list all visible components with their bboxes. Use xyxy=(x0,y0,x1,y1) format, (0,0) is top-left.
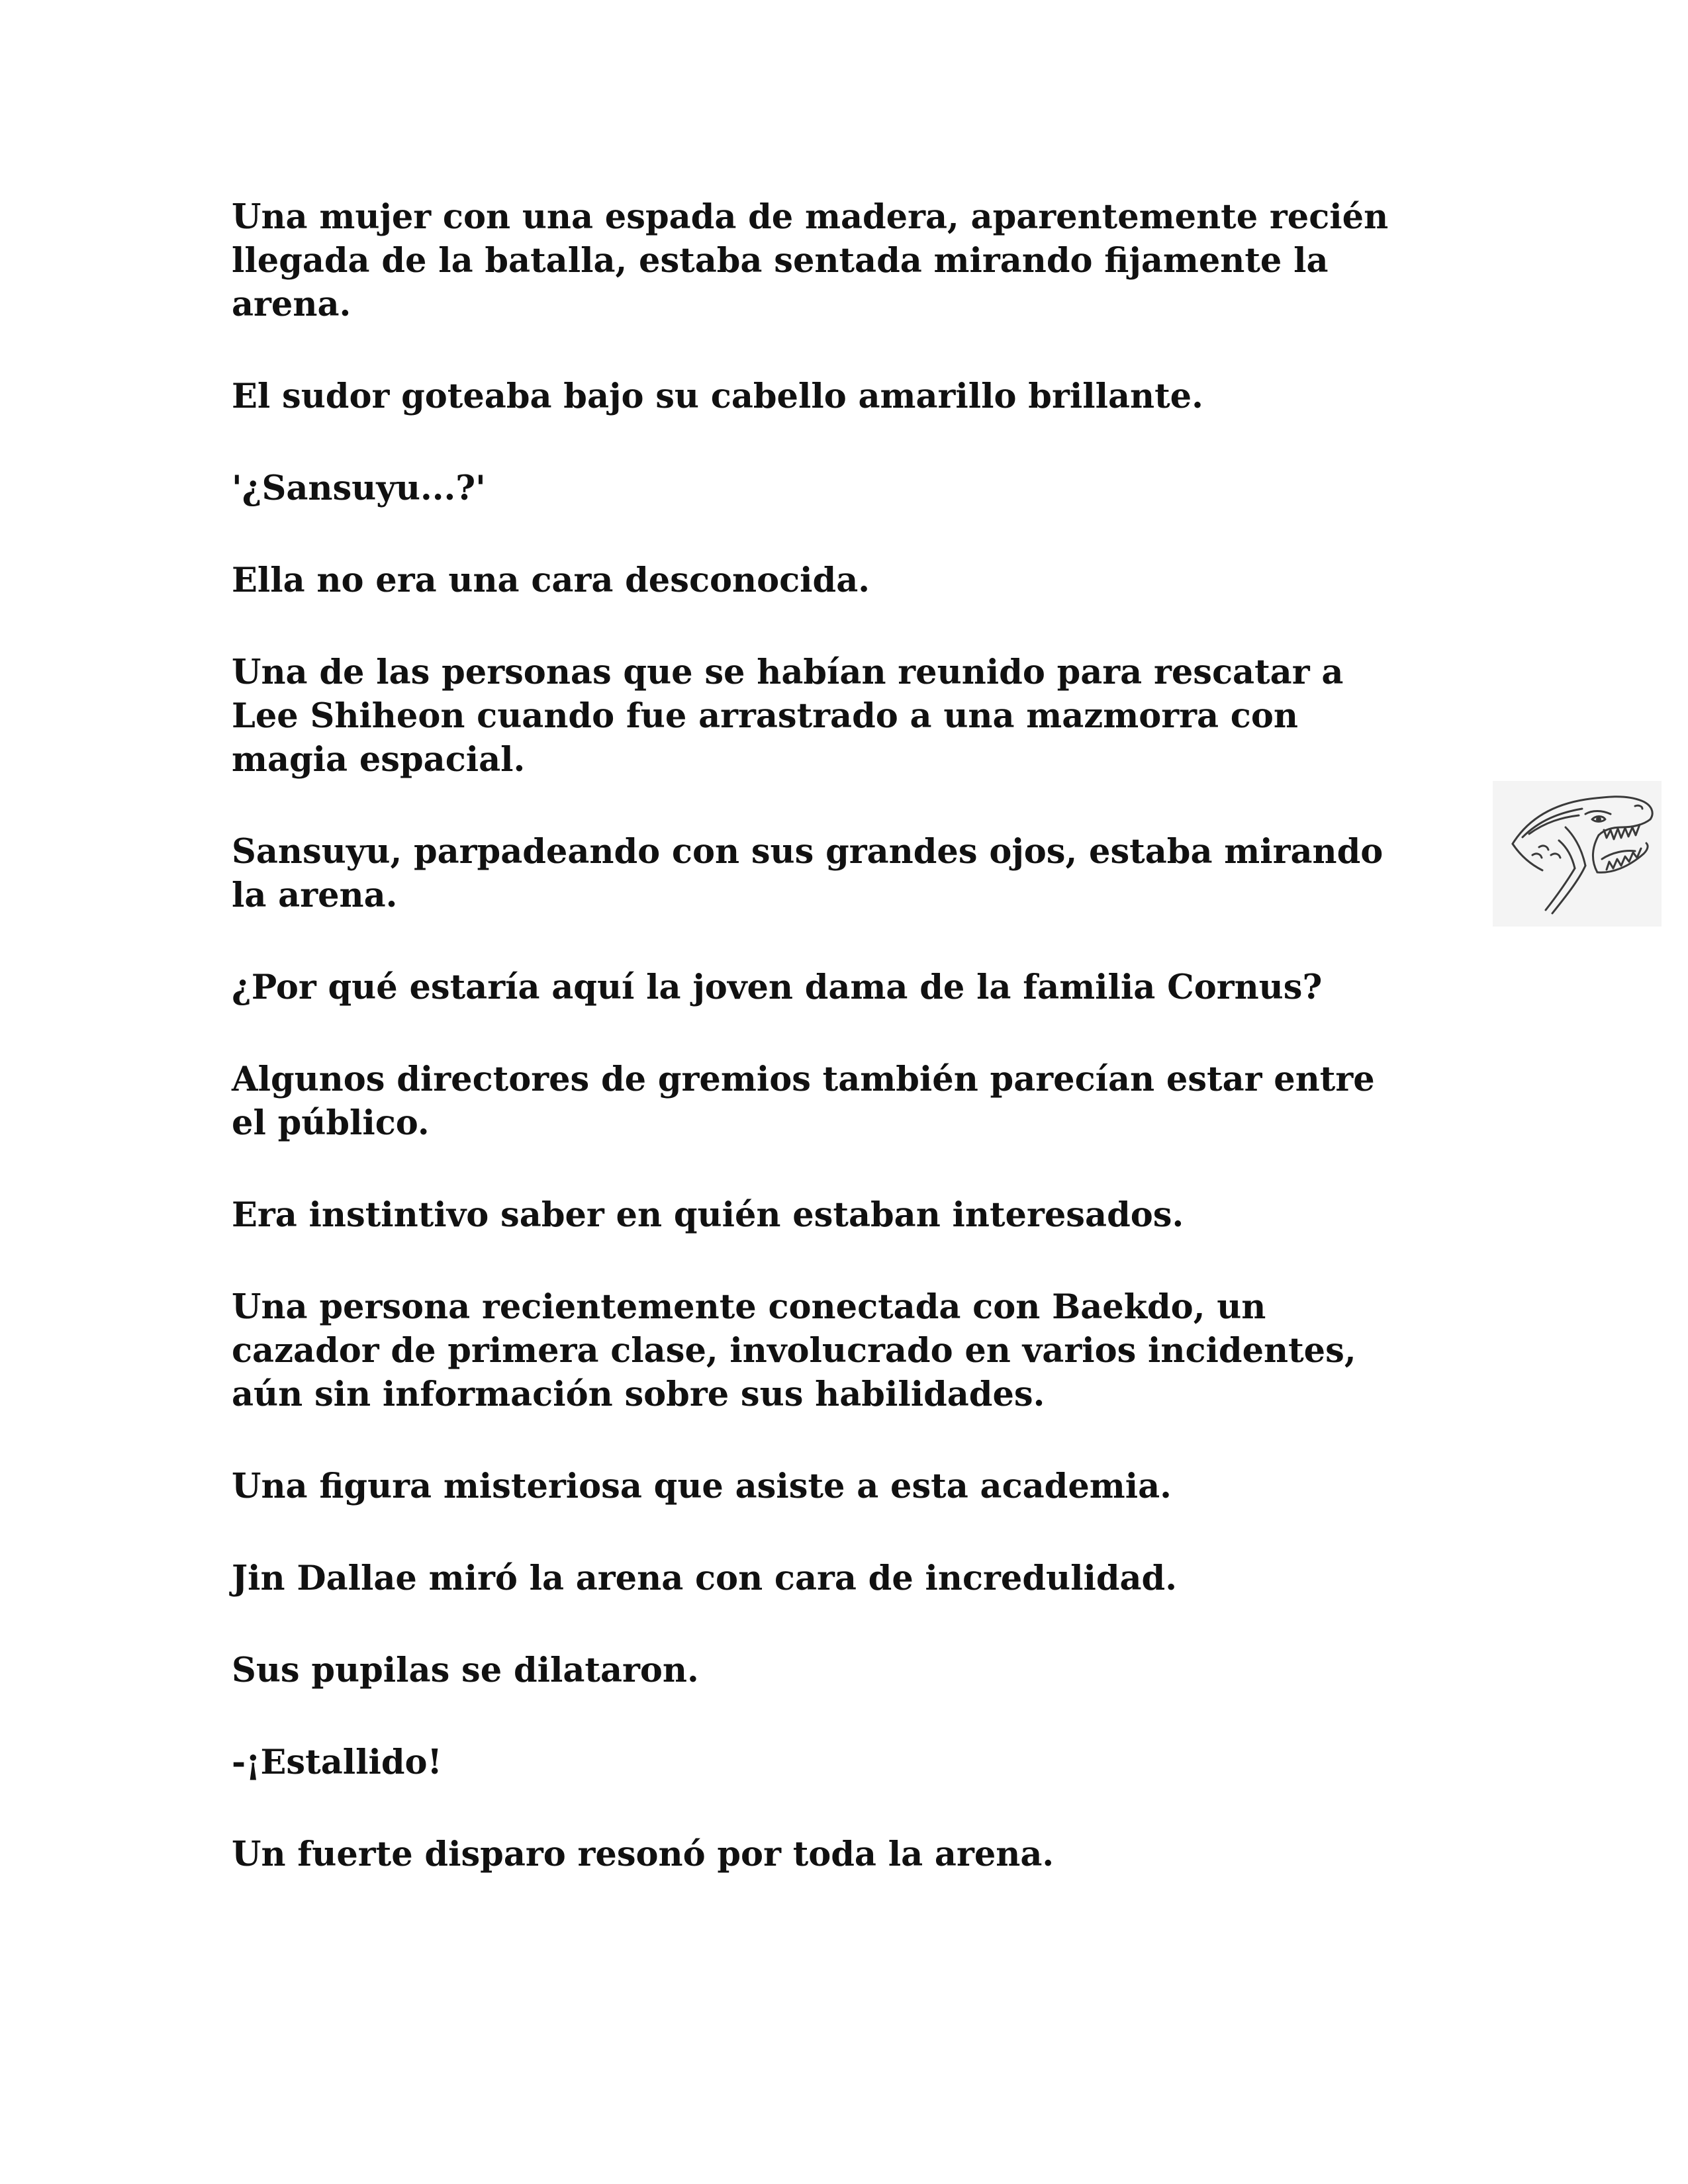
paragraph xyxy=(232,195,1489,326)
text-line: aún sin información sobre sus habilidades. xyxy=(232,1375,1045,1414)
paragraph xyxy=(232,1465,1489,1508)
paragraph xyxy=(232,559,1489,602)
text-line: Una persona recientemente conectada con Baekdo, un xyxy=(232,1287,1266,1327)
text-line: magia espacial. xyxy=(232,740,526,780)
paragraph xyxy=(232,375,1489,418)
paragraph xyxy=(232,830,1489,917)
text-line: cazador de primera clase, involucrado en varios incidentes, xyxy=(232,1331,1356,1371)
text-line: Lee Shiheon cuando fue arrastrado a una mazmorra con xyxy=(232,696,1298,736)
text-line: la arena. xyxy=(232,876,398,915)
text-line: Una figura misteriosa que asiste a esta academia. xyxy=(232,1467,1172,1506)
dinosaur-head-icon xyxy=(1493,781,1662,927)
text-line: ¿Por qué estaría aquí la joven dama de la familia Cornus? xyxy=(232,968,1323,1007)
text-line: Sansuyu, parpadeando con sus grandes ojos, estaba mirando xyxy=(232,832,1383,872)
paragraph xyxy=(232,1649,1489,1692)
text-line: llegada de la batalla, estaba sentada mirando fijamente la xyxy=(232,241,1329,281)
text-line: Era instintivo saber en quién estaban interesados. xyxy=(232,1195,1184,1235)
paragraph xyxy=(232,1058,1489,1145)
text-line: -¡Estallido! xyxy=(232,1743,442,1782)
paragraph xyxy=(232,467,1489,510)
paragraph xyxy=(232,1741,1489,1784)
paragraph xyxy=(232,1193,1489,1237)
paragraph xyxy=(232,1285,1489,1416)
text-line: '¿Sansuyu...?' xyxy=(232,469,486,508)
paragraph xyxy=(232,1557,1489,1600)
text-line: Sus pupilas se dilataron. xyxy=(232,1651,699,1690)
text-line: arena. xyxy=(232,285,352,324)
text-line: el público. xyxy=(232,1103,430,1143)
paragraph xyxy=(232,966,1489,1009)
text-line: Jin Dallae miró la arena con cara de incredulidad. xyxy=(232,1559,1177,1598)
paragraph xyxy=(232,651,1489,782)
text-line: El sudor goteaba bajo su cabello amarillo brillante. xyxy=(232,377,1203,416)
document-body xyxy=(232,195,1489,1925)
text-line: Ella no era una cara desconocida. xyxy=(232,561,870,600)
text-line: Una de las personas que se habían reunido para rescatar a xyxy=(232,653,1344,692)
paragraph xyxy=(232,1833,1489,1876)
text-line: Un fuerte disparo resonó por toda la arena. xyxy=(232,1835,1055,1874)
text-line: Una mujer con una espada de madera, aparentemente recién xyxy=(232,197,1389,237)
text-line: Algunos directores de gremios también parecían estar entre xyxy=(232,1060,1375,1099)
